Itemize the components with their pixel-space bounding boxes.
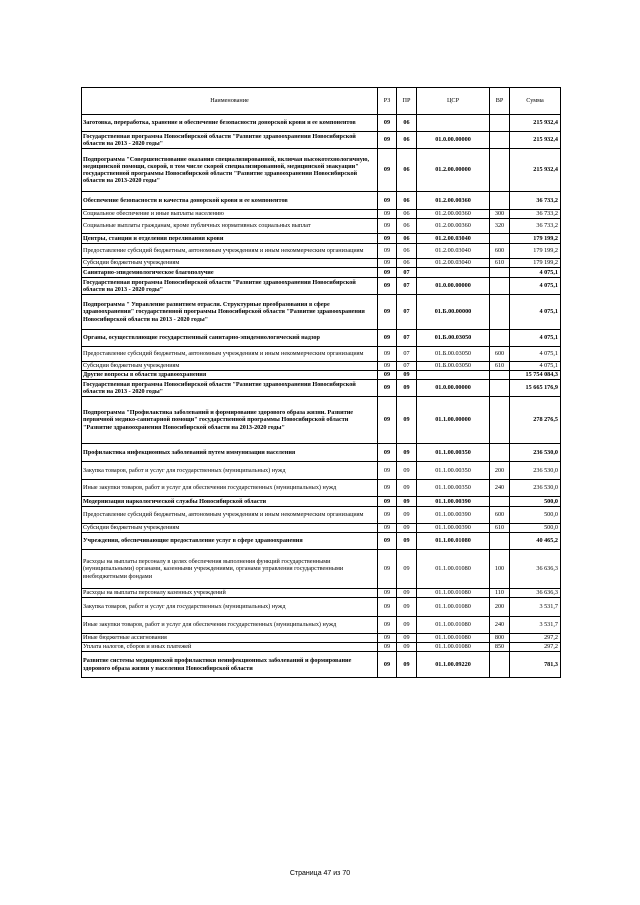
cell-sum: 4 075,1 xyxy=(510,347,561,362)
cell-pr: 09 xyxy=(397,480,417,497)
cell-name: Органы, осуществляющие государственный санитарно-эпидемиологический надзор xyxy=(82,330,378,347)
cell-rz: 09 xyxy=(378,234,397,244)
cell-pr: 06 xyxy=(397,244,417,259)
cell-pr: 09 xyxy=(397,643,417,652)
cell-name: Модернизация наркологической службы Новосибирской области xyxy=(82,497,378,507)
cell-rz: 09 xyxy=(378,524,397,533)
cell-name: Заготовка, переработка, хранение и обеспечение безопасности донорской крови и ее компонентов xyxy=(82,115,378,132)
cell-pr: 06 xyxy=(397,234,417,244)
cell-name: Субсидии бюджетным учреждениям xyxy=(82,259,378,268)
cell-vr: 600 xyxy=(490,244,510,259)
cell-rz: 09 xyxy=(378,497,397,507)
cell-rz: 09 xyxy=(378,278,397,295)
cell-rz: 09 xyxy=(378,462,397,480)
cell-csr: 01.2.00.00360 xyxy=(417,210,490,219)
cell-pr: 09 xyxy=(397,617,417,634)
table-row xyxy=(82,444,561,462)
cell-name: Государственная программа Новосибирской области "Развитие здравоохранения Новосибирской области на 2013 - 2020 годы" xyxy=(82,132,378,149)
cell-name: Профилактика инфекционных заболеваний путем иммунизации населения xyxy=(82,444,378,462)
cell-sum: 15 665 176,9 xyxy=(510,380,561,397)
cell-rz: 09 xyxy=(378,589,397,598)
cell-rz: 09 xyxy=(378,550,397,589)
cell-vr xyxy=(490,444,510,462)
cell-pr: 09 xyxy=(397,550,417,589)
cell-sum: 500,0 xyxy=(510,524,561,533)
cell-sum: 179 199,2 xyxy=(510,234,561,244)
table-row xyxy=(82,462,561,480)
cell-pr: 06 xyxy=(397,219,417,234)
cell-pr: 06 xyxy=(397,192,417,210)
cell-pr: 09 xyxy=(397,497,417,507)
table-row xyxy=(82,497,561,507)
cell-vr: 320 xyxy=(490,219,510,234)
cell-vr: 240 xyxy=(490,617,510,634)
table-row xyxy=(82,634,561,643)
cell-vr xyxy=(490,652,510,678)
cell-pr: 07 xyxy=(397,347,417,362)
cell-rz: 09 xyxy=(378,380,397,397)
cell-name: Предоставление субсидий бюджетным, автономным учреждениям и иным некоммерческим организациям xyxy=(82,347,378,362)
cell-name: Подпрограмма "Совершенствование оказания специализированной, включая высокотехнологичную, медицинской помощи, скорой, в том числе скорой специализированной, медицинской эвакуации" государственной программы Новосибирской области "Развитие здравоохранения Новосибирской области на 2013-2020 годы" xyxy=(82,149,378,192)
cell-csr: 01.2.00.03040 xyxy=(417,259,490,268)
cell-vr xyxy=(490,497,510,507)
cell-csr: 01.0.00.00000 xyxy=(417,380,490,397)
cell-pr: 09 xyxy=(397,462,417,480)
cell-csr: 01.2.00.00360 xyxy=(417,219,490,234)
cell-csr: 01.1.00.01080 xyxy=(417,617,490,634)
cell-csr: 01.1.00.00350 xyxy=(417,480,490,497)
table-row xyxy=(82,219,561,234)
cell-sum: 215 932,4 xyxy=(510,115,561,132)
cell-vr: 240 xyxy=(490,480,510,497)
table-row xyxy=(82,617,561,634)
cell-rz: 09 xyxy=(378,634,397,643)
cell-name: Подпрограмма "Профилактика заболеваний и формирование здорового образа жизни. Развитие первичной медико-санитарной помощи" государственной программы Новосибирской области "Развитие здравоохранения Новосибирской области на 2013-2020 годы" xyxy=(82,397,378,444)
cell-sum: 236 530,0 xyxy=(510,444,561,462)
cell-vr: 610 xyxy=(490,362,510,371)
cell-sum: 236 530,0 xyxy=(510,462,561,480)
cell-rz: 09 xyxy=(378,210,397,219)
table-row xyxy=(82,268,561,278)
cell-pr: 06 xyxy=(397,149,417,192)
table-row xyxy=(82,598,561,617)
table-row xyxy=(82,589,561,598)
cell-rz: 09 xyxy=(378,397,397,444)
header-sum: Сумма xyxy=(510,88,561,115)
header-pr: ПР xyxy=(397,88,417,115)
cell-vr: 300 xyxy=(490,210,510,219)
cell-name: Подпрограмма " Управление развитием отрасли. Структурные преобразования в сфере здравоохранения" государственной программы Новосибирской области "Развитие здравоохранения Новосибирской области на 2013 - 2020 годы" xyxy=(82,295,378,330)
cell-csr: 01.1.00.00390 xyxy=(417,524,490,533)
cell-name: Социальные выплаты гражданам, кроме публичных нормативных социальных выплат xyxy=(82,219,378,234)
cell-rz: 09 xyxy=(378,362,397,371)
table-row xyxy=(82,210,561,219)
budget-table xyxy=(81,87,561,678)
cell-name: Иные бюджетные ассигнования xyxy=(82,634,378,643)
table-row xyxy=(82,278,561,295)
cell-rz: 09 xyxy=(378,244,397,259)
cell-sum: 297,2 xyxy=(510,634,561,643)
cell-rz: 09 xyxy=(378,330,397,347)
page-number: Страница 47 из 70 xyxy=(289,870,351,877)
table-row xyxy=(82,259,561,268)
cell-name: Иные закупки товаров, работ и услуг для обеспечения государственных (муниципальных) нужд xyxy=(82,617,378,634)
cell-vr xyxy=(490,149,510,192)
table-header-row xyxy=(82,88,561,115)
cell-pr: 06 xyxy=(397,115,417,132)
table-row xyxy=(82,295,561,330)
cell-rz: 09 xyxy=(378,533,397,550)
cell-sum: 236 530,0 xyxy=(510,480,561,497)
cell-vr: 200 xyxy=(490,462,510,480)
cell-pr: 09 xyxy=(397,652,417,678)
table-row xyxy=(82,652,561,678)
cell-name: Предоставление субсидий бюджетным, автономным учреждениям и иным некоммерческим организациям xyxy=(82,244,378,259)
cell-sum: 500,0 xyxy=(510,497,561,507)
cell-vr: 600 xyxy=(490,347,510,362)
cell-sum: 4 075,1 xyxy=(510,362,561,371)
table-row xyxy=(82,550,561,589)
cell-pr: 07 xyxy=(397,268,417,278)
cell-rz: 09 xyxy=(378,598,397,617)
cell-name: Другие вопросы в области здравоохранения xyxy=(82,371,378,380)
cell-csr xyxy=(417,115,490,132)
cell-sum: 500,0 xyxy=(510,507,561,524)
cell-csr: 01.1.00.01080 xyxy=(417,598,490,617)
table-row xyxy=(82,533,561,550)
cell-pr: 09 xyxy=(397,444,417,462)
cell-vr xyxy=(490,397,510,444)
cell-pr: 09 xyxy=(397,634,417,643)
cell-vr xyxy=(490,192,510,210)
cell-rz: 09 xyxy=(378,347,397,362)
cell-name: Санитарно-эпидемиологическое благополучие xyxy=(82,268,378,278)
cell-sum: 179 199,2 xyxy=(510,259,561,268)
cell-name: Расходы на выплаты персоналу казенных учреждений xyxy=(82,589,378,598)
table-row xyxy=(82,480,561,497)
cell-pr: 09 xyxy=(397,524,417,533)
header-vr: ВР xyxy=(490,88,510,115)
cell-sum: 15 754 084,3 xyxy=(510,371,561,380)
table-row xyxy=(82,330,561,347)
cell-pr: 06 xyxy=(397,259,417,268)
cell-pr: 07 xyxy=(397,330,417,347)
cell-sum: 4 075,1 xyxy=(510,278,561,295)
cell-csr: 01.1.00.01080 xyxy=(417,634,490,643)
cell-sum: 781,3 xyxy=(510,652,561,678)
cell-csr xyxy=(417,268,490,278)
cell-sum: 40 465,2 xyxy=(510,533,561,550)
cell-vr: 610 xyxy=(490,524,510,533)
cell-rz: 09 xyxy=(378,192,397,210)
cell-name: Уплата налогов, сборов и иных платежей xyxy=(82,643,378,652)
cell-name: Учреждения, обеспечивающие предоставление услуг в сфере здравоохранения xyxy=(82,533,378,550)
cell-vr xyxy=(490,295,510,330)
table-row xyxy=(82,643,561,652)
cell-csr: 01.Б.00.03050 xyxy=(417,330,490,347)
cell-vr xyxy=(490,330,510,347)
table-row xyxy=(82,234,561,244)
cell-rz: 09 xyxy=(378,507,397,524)
cell-rz: 09 xyxy=(378,643,397,652)
cell-sum: 297,2 xyxy=(510,643,561,652)
cell-rz: 09 xyxy=(378,444,397,462)
cell-sum: 215 932,4 xyxy=(510,132,561,149)
cell-pr: 07 xyxy=(397,362,417,371)
cell-csr: 01.1.00.00390 xyxy=(417,507,490,524)
table-body xyxy=(82,115,561,678)
cell-vr xyxy=(490,268,510,278)
cell-name: Предоставление субсидий бюджетным, автономным учреждениям и иным некоммерческим организациям xyxy=(82,507,378,524)
cell-rz: 09 xyxy=(378,371,397,380)
cell-sum: 278 276,5 xyxy=(510,397,561,444)
cell-vr xyxy=(490,371,510,380)
cell-csr: 01.1.00.01080 xyxy=(417,643,490,652)
cell-csr: 01.1.00.00350 xyxy=(417,444,490,462)
cell-vr xyxy=(490,278,510,295)
cell-rz: 09 xyxy=(378,259,397,268)
cell-sum: 3 531,7 xyxy=(510,617,561,634)
cell-csr: 01.0.00.00000 xyxy=(417,278,490,295)
cell-pr: 09 xyxy=(397,598,417,617)
cell-csr xyxy=(417,371,490,380)
table-row xyxy=(82,397,561,444)
cell-vr: 100 xyxy=(490,550,510,589)
table-row xyxy=(82,507,561,524)
cell-name: Субсидии бюджетным учреждениям xyxy=(82,524,378,533)
cell-rz: 09 xyxy=(378,115,397,132)
cell-name: Закупка товаров, работ и услуг для государственных (муниципальных) нужд xyxy=(82,598,378,617)
cell-csr: 01.2.00.00360 xyxy=(417,192,490,210)
cell-pr: 06 xyxy=(397,132,417,149)
cell-pr: 09 xyxy=(397,371,417,380)
cell-rz: 09 xyxy=(378,268,397,278)
cell-rz: 09 xyxy=(378,295,397,330)
cell-name: Расходы на выплаты персоналу в целях обеспечения выполнения функций государственными (муниципальными) органами, казенными учреждениями, органами управления государственными внебюджетными фондами xyxy=(82,550,378,589)
cell-rz: 09 xyxy=(378,149,397,192)
cell-vr: 110 xyxy=(490,589,510,598)
cell-rz: 09 xyxy=(378,219,397,234)
cell-vr xyxy=(490,533,510,550)
table-row xyxy=(82,244,561,259)
cell-vr xyxy=(490,132,510,149)
cell-sum: 36 636,3 xyxy=(510,550,561,589)
header-csr: ЦСР xyxy=(417,88,490,115)
table-row xyxy=(82,149,561,192)
cell-rz: 09 xyxy=(378,480,397,497)
cell-csr: 01.1.00.01080 xyxy=(417,589,490,598)
cell-name: Закупка товаров, работ и услуг для государственных (муниципальных) нужд xyxy=(82,462,378,480)
cell-pr: 09 xyxy=(397,507,417,524)
cell-sum: 36 733,2 xyxy=(510,192,561,210)
cell-sum: 36 636,3 xyxy=(510,589,561,598)
cell-name: Государственная программа Новосибирской области "Развитие здравоохранения Новосибирской области на 2013 - 2020 годы" xyxy=(82,278,378,295)
cell-name: Развитие системы медицинской профилактики неинфекционных заболеваний и формирование здорового образа жизни у населения Новосибирской области xyxy=(82,652,378,678)
cell-name: Государственная программа Новосибирской области "Развитие здравоохранения Новосибирской области на 2013 - 2020 годы" xyxy=(82,380,378,397)
cell-sum: 4 075,1 xyxy=(510,268,561,278)
cell-csr: 01.1.00.01080 xyxy=(417,533,490,550)
table-row xyxy=(82,192,561,210)
cell-csr: 01.1.00.00350 xyxy=(417,462,490,480)
table-row xyxy=(82,371,561,380)
cell-vr: 200 xyxy=(490,598,510,617)
cell-rz: 09 xyxy=(378,617,397,634)
cell-name: Социальное обеспечение и иные выплаты населению xyxy=(82,210,378,219)
cell-vr xyxy=(490,234,510,244)
cell-csr: 01.Б.00.00000 xyxy=(417,295,490,330)
cell-csr: 01.2.00.03040 xyxy=(417,234,490,244)
cell-vr: 800 xyxy=(490,634,510,643)
cell-name: Субсидии бюджетным учреждениям xyxy=(82,362,378,371)
cell-rz: 09 xyxy=(378,652,397,678)
cell-sum: 179 199,2 xyxy=(510,244,561,259)
cell-pr: 06 xyxy=(397,210,417,219)
cell-sum: 3 531,7 xyxy=(510,598,561,617)
table-row xyxy=(82,347,561,362)
cell-csr: 01.1.00.00000 xyxy=(417,397,490,444)
cell-name: Иные закупки товаров, работ и услуг для обеспечения государственных (муниципальных) нужд xyxy=(82,480,378,497)
cell-pr: 09 xyxy=(397,533,417,550)
cell-pr: 09 xyxy=(397,397,417,444)
cell-vr: 610 xyxy=(490,259,510,268)
table-row xyxy=(82,362,561,371)
cell-vr: 850 xyxy=(490,643,510,652)
cell-csr: 01.2.00.03040 xyxy=(417,244,490,259)
cell-csr: 01.Б.00.03050 xyxy=(417,347,490,362)
cell-vr xyxy=(490,115,510,132)
cell-name: Обеспечение безопасности и качества донорской крови и ее компонентов xyxy=(82,192,378,210)
cell-csr: 01.1.00.01080 xyxy=(417,550,490,589)
cell-pr: 07 xyxy=(397,278,417,295)
cell-csr: 01.1.00.09220 xyxy=(417,652,490,678)
cell-csr: 01.0.00.00000 xyxy=(417,132,490,149)
cell-sum: 36 733,2 xyxy=(510,219,561,234)
table-row xyxy=(82,524,561,533)
table-row xyxy=(82,115,561,132)
cell-pr: 09 xyxy=(397,589,417,598)
header-rz: РЗ xyxy=(378,88,397,115)
header-name: Наименование xyxy=(82,88,378,115)
cell-pr: 07 xyxy=(397,295,417,330)
cell-sum: 215 932,4 xyxy=(510,149,561,192)
cell-sum: 4 075,1 xyxy=(510,330,561,347)
cell-pr: 09 xyxy=(397,380,417,397)
cell-vr: 600 xyxy=(490,507,510,524)
cell-vr xyxy=(490,380,510,397)
table-row xyxy=(82,380,561,397)
table-row xyxy=(82,132,561,149)
cell-sum: 4 075,1 xyxy=(510,295,561,330)
cell-name: Центры, станции и отделения переливания крови xyxy=(82,234,378,244)
cell-csr: 01.1.00.00390 xyxy=(417,497,490,507)
cell-rz: 09 xyxy=(378,132,397,149)
cell-sum: 36 733,2 xyxy=(510,210,561,219)
cell-csr: 01.Б.00.03050 xyxy=(417,362,490,371)
cell-csr: 01.2.00.00000 xyxy=(417,149,490,192)
